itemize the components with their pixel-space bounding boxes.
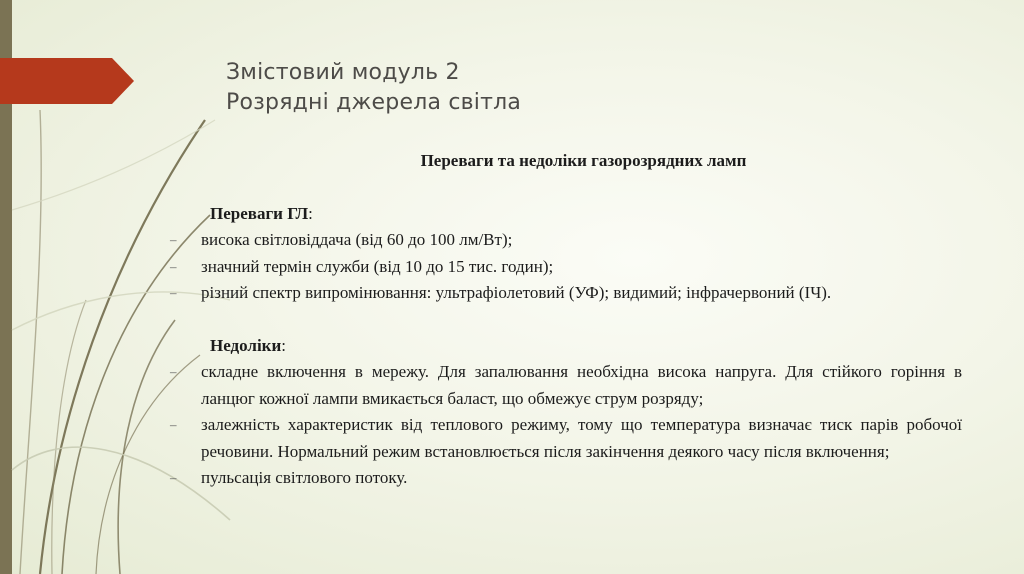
advantages-subheading: [170, 201, 962, 228]
bullet-dash: –: [170, 258, 177, 274]
title-line-2: Розрядні джерела світла: [226, 90, 522, 115]
bullet-dash: –: [170, 417, 177, 432]
disadvantages-colon: :: [281, 335, 287, 355]
bullet-dash: –: [170, 470, 177, 485]
disadvantages-subheading: [170, 333, 962, 360]
disadvantages-title: Недоліки: [210, 335, 282, 355]
list-item-text: різний спектр випромінювання: ультрафіолетовий (УФ); видимий; інфрачервоний (ІЧ).: [201, 283, 832, 302]
advantages-title: Переваги ГЛ: [210, 203, 309, 223]
title-accent-flag: [0, 58, 134, 104]
list-item: [170, 359, 962, 412]
list-item-text: залежність характеристик від теплового режиму, тому що температура визначає тиск парів робочої речовини. Нормальний режим встановлюється після закінчення деякого часу після включення;: [201, 415, 962, 461]
list-item: [170, 280, 962, 307]
advantages-colon: :: [308, 203, 313, 223]
list-item-text: пульсація світлового потоку.: [201, 468, 408, 487]
list-item: [170, 465, 962, 492]
list-item: [170, 412, 962, 465]
bullet-dash: –: [170, 285, 177, 300]
list-item-text: значний термін служби (від 10 до 15 тис. годин);: [201, 256, 554, 276]
slide-content: [170, 148, 962, 492]
list-item-text: складне включення в мережу. Для запалювання необхідна висока напруга. Для стійкого горіння в ланцюг кожної лампи вмикається баласт, що обмежує струм розряду;: [201, 362, 962, 408]
list-item: [170, 254, 962, 281]
section-heading: Переваги та недоліки газорозрядних ламп: [420, 151, 747, 170]
bullet-dash: –: [170, 232, 177, 247]
slide-title: [226, 58, 521, 118]
advantages-list: [170, 227, 962, 307]
bullet-dash: –: [170, 364, 177, 379]
list-item-text: висока світловіддача (від 60 до 100 лм/Вт);: [201, 230, 513, 249]
list-item: [170, 227, 962, 254]
disadvantages-list: [170, 359, 962, 492]
title-line-1: Змістовий модуль 2: [226, 60, 460, 85]
